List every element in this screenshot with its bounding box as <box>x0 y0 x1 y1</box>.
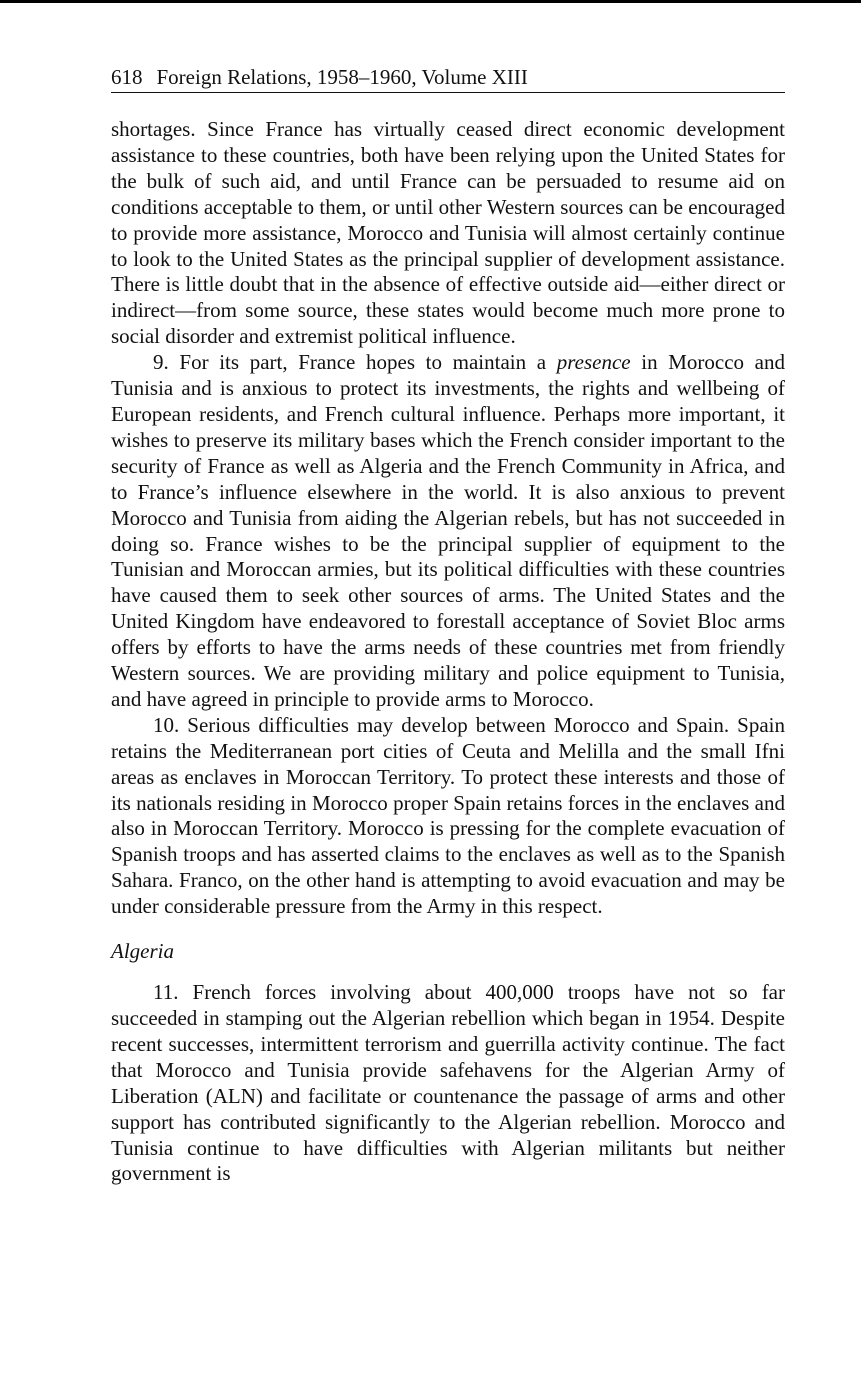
paragraph-9-emphasis: presence <box>556 350 631 375</box>
page-number: 618 <box>111 65 143 89</box>
running-header <box>111 64 785 93</box>
paragraph-shortages: shortages. Since France has virtually ceased direct economic development assistance to these countries, both have been relying upon the United States for the bulk of such aid, and until France can be persuaded to resume aid on conditions acceptable to them, or until other Western sources can be encouraged to provide more assistance, Morocco and Tunisia will almost certainly continue to look to the United States as the principal supplier of development assistance. There is little doubt that in the absence of effective outside aid—either direct or indirect—from some source, these states would become much more prone to social disorder and extremist political influence. <box>111 117 785 349</box>
document-page <box>111 64 785 1187</box>
paragraph-11: 11. French forces involving about 400,000 troops have not so far succeeded in stamping out the Algerian rebellion which began in 1954. Despite recent successes, intermittent terrorism and guerrilla activity continue. The fact that Morocco and Tunisia provide safehavens for the Algerian Army of Liberation (ALN) and facilitate or countenance the passage of arms and other support has contributed significantly to the Algerian rebellion. Morocco and Tunisia continue to have difficulties with Algerian militants but neither government is <box>111 980 785 1186</box>
header-title: Foreign Relations, 1958–1960, Volume XIII <box>156 65 528 89</box>
section-heading-algeria: Algeria <box>111 939 174 964</box>
document-body <box>111 117 785 1187</box>
paragraph-9 <box>111 350 785 713</box>
top-border-rule <box>0 0 861 3</box>
paragraph-10: 10. Serious difficulties may develop between Morocco and Spain. Spain retains the Mediterranean port cities of Ceuta and Melilla and the small Ifni areas as enclaves in Moroccan Territory. To protect these interests and those of its nationals residing in Morocco proper Spain retains forces in the enclaves and also in Moroccan Territory. Morocco is pressing for the complete evacuation of Spanish troops and has asserted claims to the enclaves as well as to the Spanish Sahara. Franco, on the other hand is attempting to avoid evacuation and may be under considerable pressure from the Army in this respect. <box>111 712 785 919</box>
paragraph-9-lead: 9. For its part, France hopes to maintain a <box>153 350 557 375</box>
paragraph-9-rest: in Morocco and Tunisia and is anxious to protect its investments, the rights and wellbeing of European residents, and French cultural influence. Perhaps more important, it wishes to preserve its military bases which the French consider important to the security of France as well as Algeria and the French Community in Africa, and to France’s influence elsewhere in the world. It is also anxious to prevent Morocco and Tunisia from aiding the Algerian rebels, but has not succeeded in doing so. France wishes to be the principal supplier of equipment to the Tunisian and Moroccan armies, but its political difficulties with these countries have caused them to seek other sources of arms. The United States and the United Kingdom have endeavored to forestall acceptance of Soviet Bloc arms offers by efforts to have the arms needs of these countries met from friendly Western sources. We are providing military and police equipment to Tunisia, and have agreed in principle to provide arms to Morocco. <box>111 350 785 711</box>
